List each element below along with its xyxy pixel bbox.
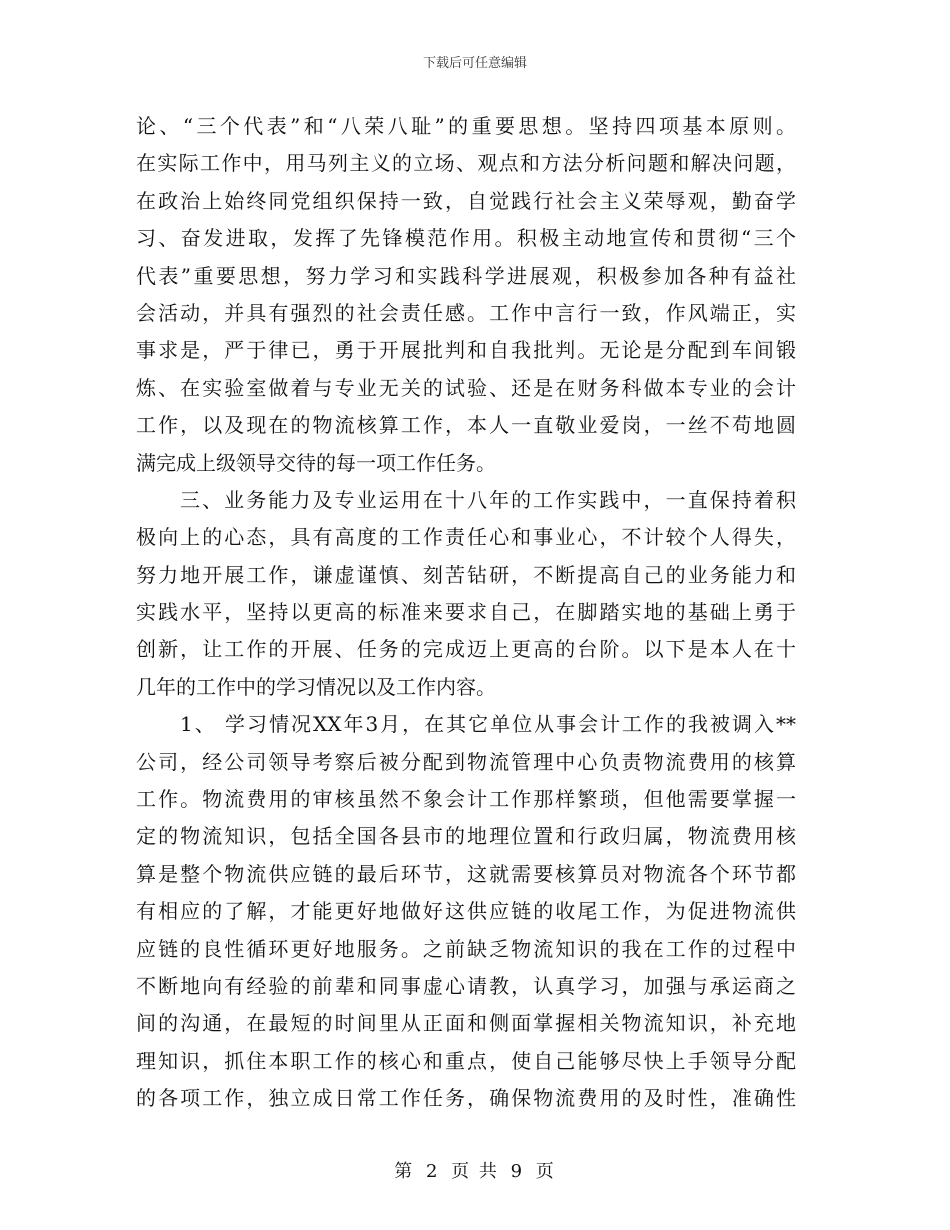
text-line: 有相应的了解，才能更好地做好这供应链的收尾工作，为促进物流供 <box>136 899 796 924</box>
text-line: 创新，让工作的开展、任务的完成迈上更高的台阶。以下是本人在十 <box>136 637 796 662</box>
text-line: 极向上的心态，具有高度的工作责任心和事业心，不计较个人得失， <box>136 525 796 550</box>
text-line: 炼、在实验室做着与专业无关的试验、还是在财务科做本专业的会计 <box>136 375 796 400</box>
current-page-number: 2 <box>425 1161 440 1182</box>
text-line: 工作，以及现在的物流核算工作，本人一直敬业爱岗，一丝不苟地圆 <box>136 413 796 438</box>
text-line: 定的物流知识，包括全国各县市的地理位置和行政归属，物流费用核 <box>136 824 796 849</box>
document-body <box>136 108 796 1118</box>
text-line: 在政治上始终同党组织保持一致，自觉践行社会主义荣辱观，勤奋学 <box>136 188 796 213</box>
text-line: 努力地开展工作，谦虚谨慎、刻苦钻研，不断提高自己的业务能力和 <box>136 562 796 587</box>
text-line: 公司，经公司领导考察后被分配到物流管理中心负责物流费用的核算 <box>136 749 796 774</box>
text-line: 间的沟通，在最短的时间里从正面和侧面掌握相关物流知识，补充地 <box>136 1011 796 1036</box>
text-line: 几年的工作中的学习情况以及工作内容。 <box>136 674 496 699</box>
text-line: 应链的良性循环更好地服务。之前缺乏物流知识的我在工作的过程中 <box>136 936 796 961</box>
text-line: 实践水平，坚持以更高的标准来要求自己，在脚踏实地的基础上勇于 <box>136 600 796 625</box>
total-page-count: 9 <box>510 1161 525 1182</box>
text-line: 算是整个物流供应链的最后环节，这就需要核算员对物流各个环节都 <box>136 861 796 886</box>
paragraph-start-line: 三、业务能力及专业运用在十八年的工作实践中，一直保持着积 <box>180 487 796 512</box>
text-line: 满完成上级领导交待的每一项工作任务。 <box>136 450 496 475</box>
page-header: 下载后可任意编辑 <box>422 56 527 71</box>
text-line: 不断地向有经验的前辈和同事虚心请教，认真学习，加强与承运商之 <box>136 973 796 998</box>
paragraph-start-line: 1、 学习情况XX年3月，在其它单位从事会计工作的我被调入** <box>180 712 796 737</box>
text-line: 习、奋发进取，发挥了先锋模范作用。积极主动地宣传和贯彻“三个 <box>136 226 796 251</box>
footer-middle: 页 共 <box>451 1161 499 1182</box>
text-line: 代表”重要思想，努力学习和实践科学进展观，积极参加各种有益社 <box>136 263 796 288</box>
text-line: 会活动，并具有强烈的社会责任感。工作中言行一致，作风端正，实 <box>136 300 796 325</box>
text-line: 的各项工作，独立成日常工作任务，确保物流费用的及时性，准确性 <box>136 1086 796 1111</box>
footer-prefix: 第 <box>394 1161 415 1182</box>
text-line: 理知识，抓住本职工作的核心和重点，使自己能够尽快上手领导分配 <box>136 1048 796 1073</box>
page-footer <box>0 1157 950 1183</box>
text-line: 工作。物流费用的审核虽然不象会计工作那样繁琐，但他需要掌握一 <box>136 787 796 812</box>
text-line: 论、“三个代表”和“八荣八耻”的重要思想。坚持四项基本原则。 <box>136 114 796 138</box>
text-line: 事求是，严于律已，勇于开展批判和自我批判。无论是分配到车间锻 <box>136 338 796 363</box>
footer-suffix: 页 <box>535 1161 556 1182</box>
text-line: 在实际工作中，用马列主义的立场、观点和方法分析问题和解决问题， <box>136 151 796 176</box>
